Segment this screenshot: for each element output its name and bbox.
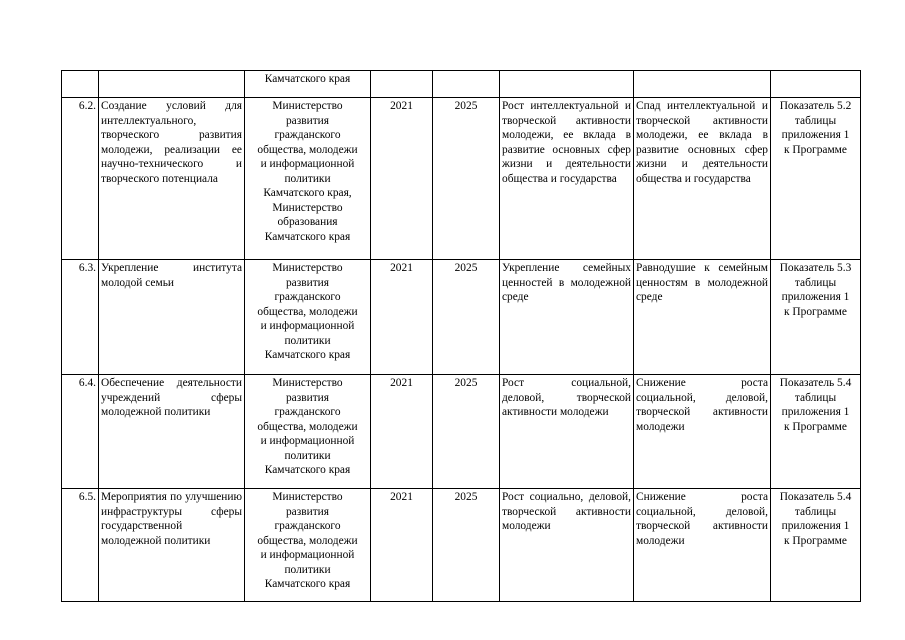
executor-cell xyxy=(245,375,371,489)
indicator-line: приложения 1 xyxy=(781,291,850,303)
executor-line: Министерство xyxy=(272,100,343,112)
executor-line: гражданского xyxy=(274,406,341,418)
executor-line: и информационной xyxy=(260,158,355,170)
start-year: 2021 xyxy=(371,98,433,260)
row-number xyxy=(62,71,99,98)
executor-line: Министерство xyxy=(272,491,343,503)
executor-line: образования xyxy=(277,216,338,228)
indicator-link xyxy=(771,489,861,602)
indicator-link xyxy=(771,260,861,375)
indicator-line: к Программе xyxy=(784,305,847,318)
non-implementation-consequences xyxy=(634,71,771,98)
indicator-line: таблицы xyxy=(794,276,837,289)
table-row xyxy=(62,71,861,98)
indicator-line: Показатель 5.3 xyxy=(779,262,852,274)
indicator-line: таблицы xyxy=(794,391,837,404)
non-implementation-consequences: Равнодушие к семейным ценностям в молодежной среде xyxy=(634,260,771,375)
executor-line: политики xyxy=(284,449,331,462)
executor-line: политики xyxy=(284,172,331,185)
executor-line: развития xyxy=(285,505,330,518)
executor-line: общества, молодежи xyxy=(257,143,358,156)
measure-name xyxy=(99,71,245,98)
end-year xyxy=(433,71,500,98)
indicator-line: Показатель 5.4 xyxy=(779,491,852,503)
executor-line: развития xyxy=(285,391,330,404)
executor-line: гражданского xyxy=(274,291,341,303)
table-row xyxy=(62,260,861,375)
indicator-line: приложения 1 xyxy=(781,520,850,532)
expected-result: Укрепление семейных ценностей в молодежной среде xyxy=(500,260,634,375)
table-row xyxy=(62,375,861,489)
indicator-line: Показатель 5.4 xyxy=(779,377,852,389)
indicator-link xyxy=(771,71,861,98)
start-year: 2021 xyxy=(371,489,433,602)
expected-result xyxy=(500,71,634,98)
indicator-line: приложения 1 xyxy=(781,129,850,141)
executor-line: Камчатского края, xyxy=(263,187,352,199)
expected-result: Рост социальной, деловой, творческой активности молодежи xyxy=(500,375,634,489)
row-number: 6.5. xyxy=(62,489,99,602)
executor-line: и информационной xyxy=(260,435,355,447)
indicator-link xyxy=(771,98,861,260)
executor-line: Министерство xyxy=(272,262,343,274)
executor-line: Камчатского края xyxy=(264,73,351,85)
measure-name: Мероприятия по улучшению инфраструктуры сферы государственной молодежной политики xyxy=(99,489,245,602)
executor-line: Министерство xyxy=(272,201,343,214)
indicator-line: приложения 1 xyxy=(781,406,850,418)
executor-line: развития xyxy=(285,114,330,127)
indicator-link xyxy=(771,375,861,489)
table-row xyxy=(62,98,861,260)
executor-line: Камчатского края xyxy=(264,230,351,243)
indicator-line: таблицы xyxy=(794,114,837,127)
non-implementation-consequences: Снижение роста социальной, деловой, творческой активности молодежи xyxy=(634,489,771,602)
non-implementation-consequences: Спад интеллектуальной и творческой активности молодежи, ее вклада в развитие основных сфер жизни и деятельности общества и государства xyxy=(634,98,771,260)
executor-line: общества, молодежи xyxy=(257,305,358,318)
executor-line: общества, молодежи xyxy=(257,420,358,433)
executor-cell xyxy=(245,260,371,375)
table-row xyxy=(62,489,861,602)
expected-result: Рост интеллектуальной и творческой активности молодежи, ее вклада в развитие основных сфер жизни и деятельности общества и государства xyxy=(500,98,634,260)
end-year: 2025 xyxy=(433,98,500,260)
executor-cell xyxy=(245,98,371,260)
indicator-line: Показатель 5.2 xyxy=(779,100,852,112)
row-number: 6.4. xyxy=(62,375,99,489)
executor-cell xyxy=(245,489,371,602)
indicator-line: к Программе xyxy=(784,420,847,433)
indicator-line: таблицы xyxy=(794,505,837,518)
executor-line: политики xyxy=(284,563,331,576)
measures-table xyxy=(61,70,861,602)
row-number: 6.3. xyxy=(62,260,99,375)
indicator-line: к Программе xyxy=(784,143,847,156)
measure-name: Обеспечение деятельности учреждений сферы молодежной политики xyxy=(99,375,245,489)
executor-line: Министерство xyxy=(272,377,343,389)
row-number: 6.2. xyxy=(62,98,99,260)
executor-line: политики xyxy=(284,334,331,347)
start-year: 2021 xyxy=(371,260,433,375)
executor-line: и информационной xyxy=(260,549,355,561)
end-year: 2025 xyxy=(433,260,500,375)
executor-line: гражданского xyxy=(274,520,341,532)
executor-line: Камчатского края xyxy=(264,578,351,590)
end-year: 2025 xyxy=(433,375,500,489)
executor-line: общества, молодежи xyxy=(257,534,358,547)
measure-name: Создание условий для интеллектуального, творческого развития молодежи, реализации ее научно-технического и творческого потенциала xyxy=(99,98,245,260)
end-year: 2025 xyxy=(433,489,500,602)
non-implementation-consequences: Снижение роста социальной, деловой, творческой активности молодежи xyxy=(634,375,771,489)
indicator-line: к Программе xyxy=(784,534,847,547)
executor-line: и информационной xyxy=(260,320,355,332)
measure-name: Укрепление института молодой семьи xyxy=(99,260,245,375)
start-year: 2021 xyxy=(371,375,433,489)
executor-cell xyxy=(245,71,371,98)
executor-line: гражданского xyxy=(274,129,341,141)
executor-line: развития xyxy=(285,276,330,289)
start-year xyxy=(371,71,433,98)
executor-line: Камчатского края xyxy=(264,464,351,476)
expected-result: Рост социально, деловой, творческой активности молодежи xyxy=(500,489,634,602)
executor-line: Камчатского края xyxy=(264,349,351,361)
